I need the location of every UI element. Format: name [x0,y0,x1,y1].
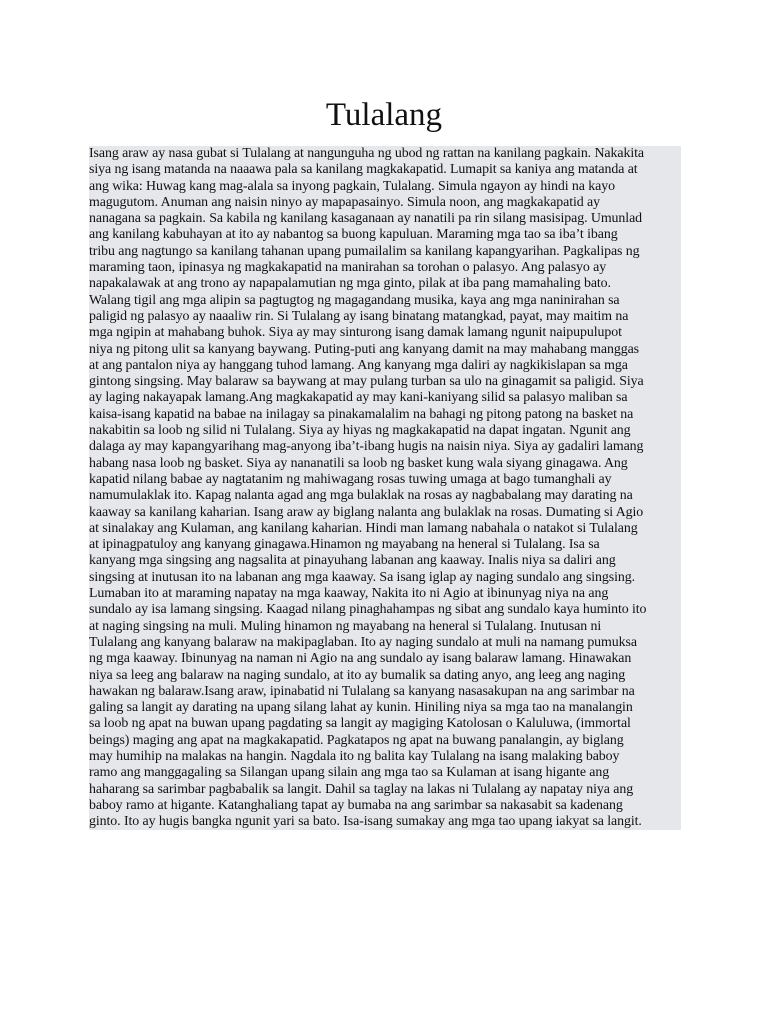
text-line: nakabitin sa loob ng silid ni Tulalang. Siya ay hiyas ng magkakapatid na dapat ingatan. Ngunit ang [89,423,681,439]
text-line: kanyang mga singsing ang nagsalita at pinayuhang labanan ang kaaway. Inalis niya sa daliri ang [89,553,681,569]
text-line: ay laging nakayapak lamang.Ang magkakapatid ay may kani-kaniyang silid sa palasyo maliban sa [89,390,681,406]
text-line: mga ngipin at mahabang buhok. Siya ay may sinturong isang damak lamang ngunit naipupulupot [89,325,681,341]
text-line: sundalo ay isa lamang singsing. Kaagad nilang pinaghahampas ng sibat ang sundalo kaya huminto ito [89,602,681,618]
text-line: kaaway sa kanilang kaharian. Isang araw ay biglang nalanta ang bulaklak na rosas. Dumating si Agio [89,505,681,521]
text-line: ramo ang manggagaling sa Silangan upang silain ang mga tao sa Kulaman at isang higante ang [89,765,681,781]
text-line: ng mga kaaway. Ibinunyag na naman ni Agio na ang sundalo ay isang balaraw lamang. Hinawakan [89,651,681,667]
text-line: may humihip na malakas na hangin. Nagdala ito ng balita kay Tulalang na isang malaking baboy [89,749,681,765]
text-line: magugutom. Anuman ang naisin ninyo ay mapapasainyo. Simula noon, ang magkakapatid ay [89,195,681,211]
text-line: paligid ng palasyo ay naaaliw rin. Si Tulalang ay isang binatang matangkad, payat, may maitim na [89,309,681,325]
text-line: dalaga ay may kapangyarihang mag-anyong iba’t-ibang hugis na naisin niya. Siya ay gadaliri lamang [89,439,681,455]
text-line: at ang pantalon niya ay hanggang tuhod lamang. Ang kanyang mga daliri ay nagkikislapan sa mga [89,358,681,374]
text-line: Isang araw ay nasa gubat si Tulalang at nangunguha ng ubod ng rattan na kanilang pagkain. Nakakita [89,146,681,162]
text-line: ang kanilang kabuhayan at ito ay nabantog sa buong kapuluan. Maraming mga tao sa iba’t ibang [89,227,681,243]
text-line: tribu ang nagtungo sa kanilang tahanan upang pumailalim sa kanilang kapangyarihan. Pagkalipas ng [89,244,681,260]
text-line: haharang sa sarimbar pagbabalik sa langit. Dahil sa taglay na lakas ni Tulalang ay napatay niya ang [89,782,681,798]
text-line: at sinalakay ang Kulaman, ang kanilang kaharian. Hindi man lamang nabahala o natakot si Tulalang [89,521,681,537]
text-line: Tulalang ang kanyang balaraw na makipaglaban. Ito ay naging sundalo at muli na namang pumuksa [89,635,681,651]
text-line: niya ng pitong ulit sa kanyang baywang. Puting-puti ang kanyang damit na may mahabang manggas [89,342,681,358]
text-line: singsing at inutusan ito na labanan ang mga kaaway. Sa isang iglap ay naging sundalo ang singsing. [89,570,681,586]
text-line: beings) maging ang apat na magkakapatid. Pagkatapos ng apat na buwang panalangin, ay biglang [89,733,681,749]
text-line: Walang tigil ang mga alipin sa pagtugtog ng magagandang musika, kaya ang mga naninirahan sa [89,293,681,309]
text-line: sa loob ng apat na buwan upang pagdating sa langit ay magiging Katolosan o Kaluluwa, (immortal [89,716,681,732]
text-line: niya sa leeg ang balaraw na naging sundalo, at ito ay bumalik sa dating anyo, ang leeg ang naging [89,668,681,684]
text-line: at ipinagpatuloy ang kanyang ginagawa.Hinamon ng mayabang na heneral si Tulalang. Isa sa [89,537,681,553]
text-line: Lumaban ito at maraming napatay na mga kaaway, Nakita ito ni Agio at ibinunyag niya na ang [89,586,681,602]
text-line: galing sa langit ay darating na upang silang lahat ay kunin. Hiniling niya sa mga tao na manalangin [89,700,681,716]
text-line: gintong singsing. May balaraw sa baywang at may pulang turban sa ulo na ginagamit sa paligid. Siya [89,374,681,390]
text-line: nanagana sa pagkain. Sa kabila ng kanilang kasaganaan ay nanatili pa rin silang masisipag. Umunlad [89,211,681,227]
text-line: kapatid nilang babae ay nagtatanim ng mahiwagang rosas tuwing umaga at bago tumanghali ay [89,472,681,488]
text-line: hawakan ng balaraw.Isang araw, ipinabatid ni Tulalang sa kanyang nasasakupan na ang sarimbar na [89,684,681,700]
text-line: ang wika: Huwag kang mag-alala sa inyong pagkain, Tulalang. Simula ngayon ay hindi na kayo [89,179,681,195]
text-line: namumulaklak ito. Kapag nalanta agad ang mga bulaklak na rosas ay nagbabalang may darating na [89,488,681,504]
text-line: at naging singsing na muli. Muling hinamon ng mayabang na heneral si Tulalang. Inutusan ni [89,619,681,635]
text-line: ginto. Ito ay hugis bangka ngunit yari sa bato. Isa-isang sumakay ang mga tao upang iakyat sa langit. [89,814,681,830]
document-title: Tulalang [325,97,443,133]
text-line: habang nasa loob ng basket. Siya ay nananatili sa loob ng basket kung wala siyang ginagawa. Ang [89,456,681,472]
text-line: siya ng isang matanda na naaawa pala sa kanilang magkakapatid. Lumapit sa kaniya ang matanda at [89,162,681,178]
text-line: maraming taon, ipinasya ng magkakapatid na manirahan sa torohan o palasyo. Ang palasyo ay [89,260,681,276]
text-line: napakalawak at ang trono ay napapalamutian ng mga ginto, pilak at iba pang mamahaling bato. [89,276,681,292]
text-line: baboy ramo at higante. Katanghaliang tapat ay bumaba na ang sarimbar sa nakasabit sa kadenang [89,798,681,814]
document-body [89,146,681,830]
text-line: kaisa-isang kapatid na babae na inilagay sa pinakamalalim na bahagi ng pitong patong na basket na [89,407,681,423]
